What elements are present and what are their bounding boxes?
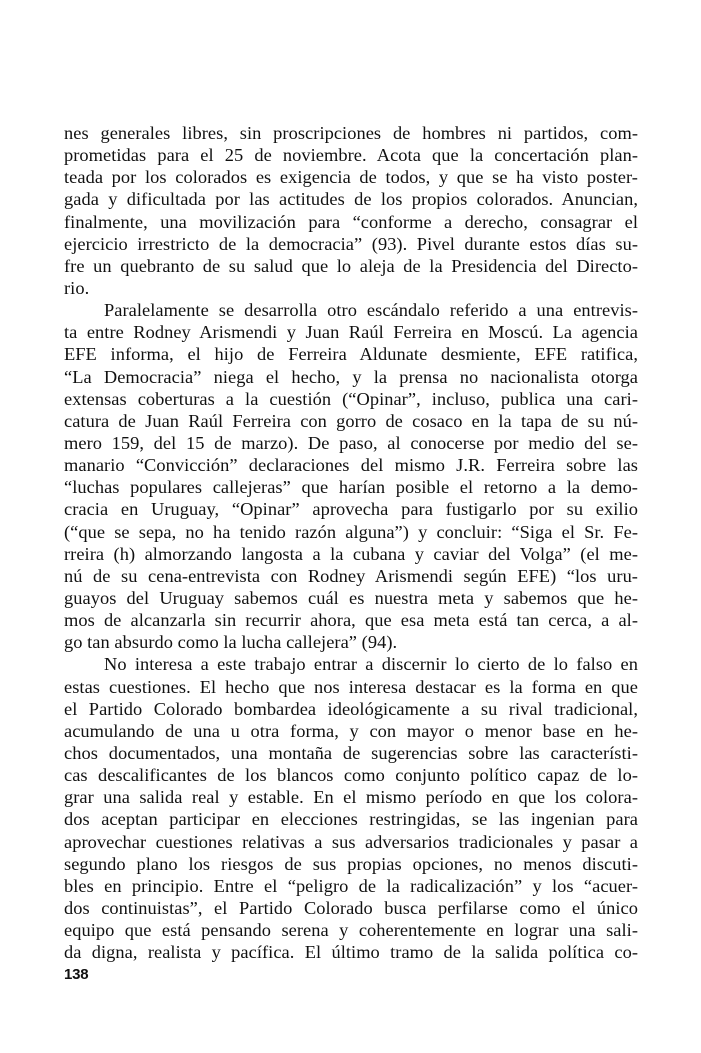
text-line: da digna, realista y pacífica. El último tramo de la salida política co-: [64, 942, 638, 963]
text-line: equipo que está pensando serena y coherentemente en lograr una sali-: [64, 920, 638, 941]
text-line: segundo plano los riesgos de sus propias opciones, no menos discuti-: [64, 853, 638, 874]
text-line: guayos del Uruguay sabemos cuál es nuestra meta y sabemos que he-: [64, 587, 638, 608]
page-number: 138: [64, 966, 89, 983]
text-line: el Partido Colorado bombardea ideológicamente a su rival tradicional,: [64, 698, 638, 719]
text-line: chos documentados, una montaña de sugerencias sobre las característi-: [64, 742, 638, 763]
text-line: teada por los colorados es exigencia de todos, y que se ha visto poster-: [64, 167, 638, 188]
text-line: catura de Juan Raúl Ferreira con gorro de cosaco en la tapa de su nú-: [64, 410, 638, 431]
text-line: prometidas para el 25 de noviembre. Acota que la concertación plan-: [64, 145, 638, 166]
text-line: cas descalificantes de los blancos como conjunto político capaz de lo-: [64, 765, 638, 786]
text-line: cracia en Uruguay, “Opinar” aprovecha para fustigarlo por su exilio: [64, 499, 638, 520]
text-line: mero 159, del 15 de marzo). De paso, al conocerse por medio del se-: [64, 432, 638, 453]
text-line: ta entre Rodney Arismendi y Juan Raúl Ferreira en Moscú. La agencia: [64, 322, 638, 343]
text-line: No interesa a este trabajo entrar a discernir lo cierto de lo falso en: [104, 654, 638, 675]
text-line: acumulando de una u otra forma, y con mayor o menor base en he-: [64, 720, 638, 741]
body-text: [64, 122, 638, 963]
text-line: mos de alcanzarla sin recurrir ahora, que esa meta está tan cerca, a al-: [64, 610, 638, 631]
text-line: estas cuestiones. El hecho que nos interesa destacar es la forma en que: [64, 676, 638, 697]
text-line: go tan absurdo como la lucha callejera” (94).: [64, 632, 398, 653]
text-line: dos continuistas”, el Partido Colorado busca perfilarse como el único: [64, 897, 638, 918]
text-line: Paralelamente se desarrolla otro escándalo referido a una entrevis-: [104, 300, 638, 321]
text-line: gada y dificultada por las actitudes de los propios colorados. Anuncian,: [64, 189, 638, 210]
text-line: rio.: [64, 277, 90, 298]
text-line: EFE informa, el hijo de Ferreira Aldunate desmiente, EFE ratifica,: [64, 344, 638, 365]
text-line: nes generales libres, sin proscripciones de hombres ni partidos, com-: [64, 123, 638, 143]
text-line: fre un quebranto de su salud que lo aleja de la Presidencia del Directo-: [64, 255, 638, 276]
text-line: finalmente, una movilización para “conforme a derecho, consagrar el: [64, 211, 638, 232]
text-line: rreira (h) almorzando langosta a la cubana y caviar del Volga” (el me-: [64, 543, 638, 564]
text-line: extensas coberturas a la cuestión (“Opinar”, incluso, publica una cari-: [64, 388, 638, 409]
text-line: “La Democracia” niega el hecho, y la prensa no nacionalista otorga: [64, 366, 638, 387]
text-line: nú de su cena-entrevista con Rodney Arismendi según EFE) “los uru-: [64, 565, 638, 586]
text-line: (“que se sepa, no ha tenido razón alguna”) y concluir: “Siga el Sr. Fe-: [64, 521, 638, 542]
text-line: “luchas populares callejeras” que harían posible el retorno a la demo-: [64, 477, 638, 498]
text-line: dos aceptan participar en elecciones restringidas, se las ingenian para: [64, 809, 638, 830]
text-line: aprovechar cuestiones relativas a sus adversarios tradicionales y pasar a: [64, 831, 638, 852]
text-line: grar una salida real y estable. En el mismo período en que los colora-: [64, 787, 638, 808]
text-line: ejercicio irrestricto de la democracia” (93). Pivel durante estos días su-: [64, 233, 638, 254]
text-line: manario “Convicción” declaraciones del mismo J.R. Ferreira sobre las: [64, 455, 638, 476]
text-line: bles en principio. Entre el “peligro de la radicalización” y los “acuer-: [64, 875, 638, 896]
